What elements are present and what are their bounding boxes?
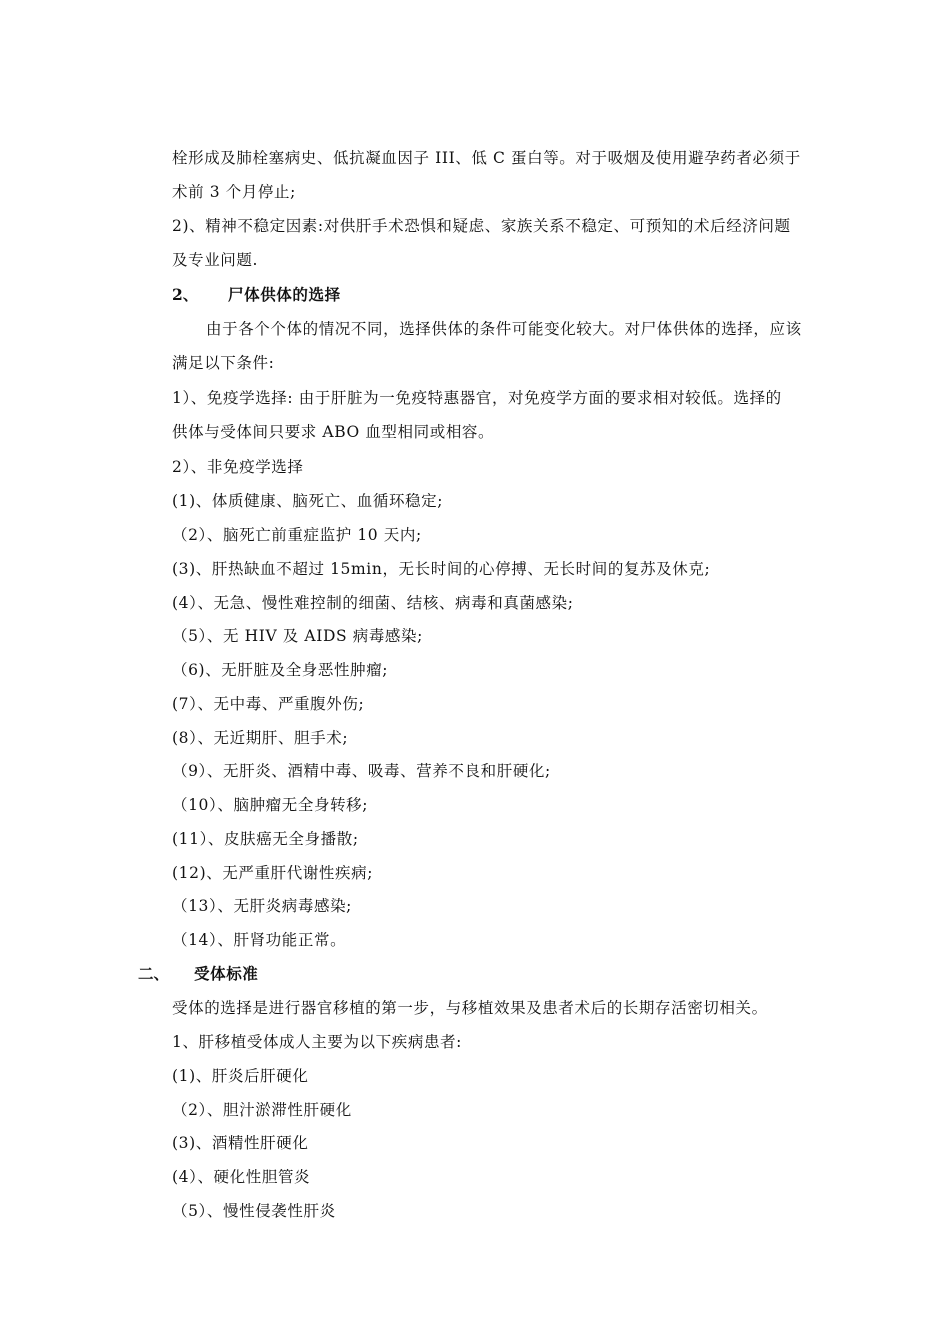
list-item: （5）、慢性侵袭性肝炎	[172, 1202, 336, 1220]
list-item: (7）、无中毒、严重腹外伤;	[172, 695, 365, 713]
paragraph-line: 受体的选择是进行器官移植的第一步，与移植效果及患者术后的长期存活密切相关。	[172, 999, 768, 1017]
list-item: (8）、无近期肝、胆手术;	[172, 729, 349, 747]
list-item: （6)、无肝脏及全身恶性肿瘤;	[172, 661, 389, 679]
paragraph-line: 及专业问题.	[172, 251, 259, 269]
section-title: 受体标准	[194, 964, 259, 983]
list-item: (4）、硬化性胆管炎	[172, 1168, 311, 1186]
section-title: 尸体供体的选择	[228, 285, 341, 304]
paragraph-line: 由于各个个体的情况不同，选择供体的条件可能变化较大。对尸体供体的选择，应该	[206, 320, 802, 338]
list-item: （9）、无肝炎、酒精中毒、吸毒、营养不良和肝硬化;	[172, 762, 551, 780]
subheading-line: 2）、非免疫学选择	[172, 458, 304, 476]
section-number: 二、	[138, 964, 170, 983]
list-item: (4）、无急、慢性难控制的细菌、结核、病毒和真菌感染;	[172, 594, 574, 612]
list-item: （2）、脑死亡前重症监护 10 天内;	[172, 526, 422, 544]
list-item: (1)、体质健康、脑死亡、血循环稳定;	[172, 492, 444, 510]
paragraph-line: 术前 3 个月停止;	[172, 183, 296, 201]
section-number: 2、	[172, 285, 199, 304]
list-item: (3)、酒精性肝硬化	[172, 1134, 309, 1152]
list-item: (11）、皮肤癌无全身播散;	[172, 830, 359, 848]
paragraph-line: 满足以下条件:	[172, 354, 275, 372]
list-item: （2）、胆汁淤滞性肝硬化	[172, 1101, 352, 1119]
paragraph-line: 栓形成及肺栓塞病史、低抗凝血因子 III、低 C 蛋白等。对于吸烟及使用避孕药者必须于	[172, 149, 801, 167]
list-item: （14）、肝肾功能正常。	[172, 931, 347, 949]
paragraph-line: 1）、免疫学选择: 由于肝脏为一免疫特惠器官，对免疫学方面的要求相对较低。选择的	[172, 389, 782, 407]
list-item: (3)、肝热缺血不超过 15min，无长时间的心停搏、无长时间的复苏及休克;	[172, 560, 711, 578]
list-item: （10）、脑肿瘤无全身转移;	[172, 796, 369, 814]
paragraph-line: 供体与受体间只要求 ABO 血型相同或相容。	[172, 423, 495, 441]
paragraph-line: 2)、精神不稳定因素:对供肝手术恐惧和疑虑、家族关系不稳定、可预知的术后经济问题	[172, 217, 791, 235]
subheading-line: 1、肝移植受体成人主要为以下疾病患者:	[172, 1033, 462, 1051]
list-item: （13）、无肝炎病毒感染;	[172, 897, 352, 915]
list-item: (12)、无严重肝代谢性疾病;	[172, 864, 374, 882]
list-item: (1)、肝炎后肝硬化	[172, 1067, 309, 1085]
list-item: （5）、无 HIV 及 AIDS 病毒感染;	[172, 627, 423, 645]
